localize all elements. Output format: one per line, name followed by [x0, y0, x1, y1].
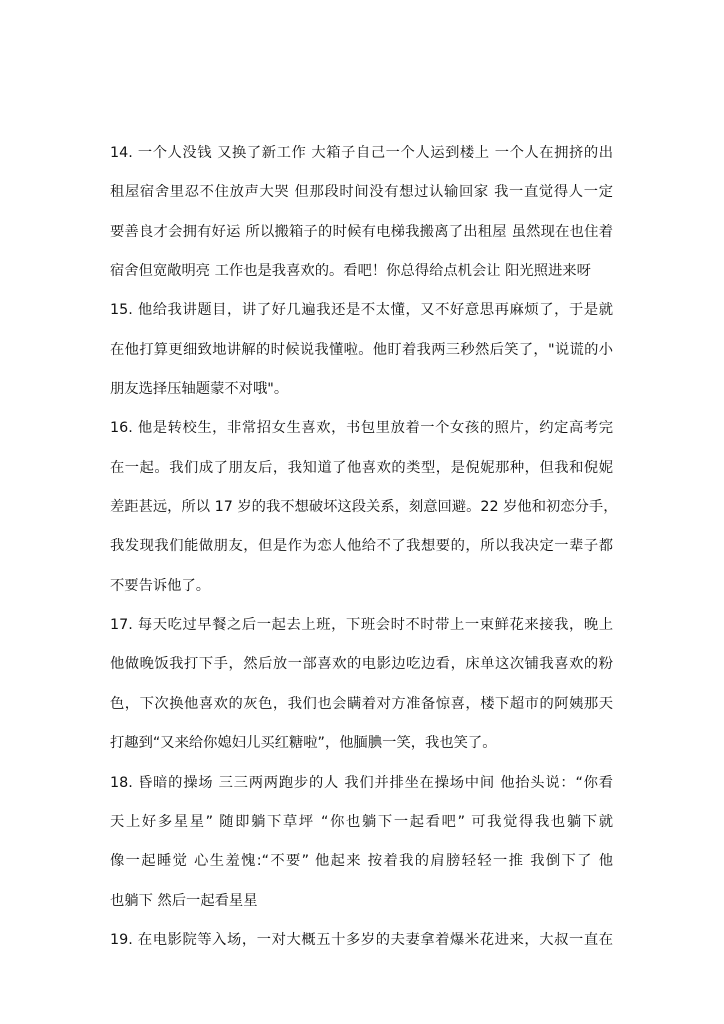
paragraph — [110, 613, 613, 770]
text-line: 15. 他给我讲题目，讲了好几遍我还是不太懂，又不好意思再麻烦了，于是就 — [110, 302, 613, 319]
document-body — [110, 141, 618, 967]
text-line: 宿舍但宽敞明亮 工作也是我喜欢的。看吧！你总得给点机会让 阳光照进来呀 — [110, 263, 591, 280]
text-line: 14. 一个人没钱 又换了新工作 大箱子自己一个人运到楼上 一个人在拥挤的出 — [110, 145, 613, 161]
text-line: 要善良才会拥有好运 所以搬箱子的时候有电梯我搬离了出租屋 虽然现在也住着 — [110, 223, 613, 240]
text-line: 在一起。我们成了朋友后，我知道了他喜欢的类型，是倪妮那种，但我和倪妮 — [110, 459, 613, 476]
paragraph — [110, 298, 613, 416]
text-line: 像一起睡觉 心生羞愧:“不要” 他起来 按着我的肩膀轻轻一推 我倒下了 他 — [110, 853, 613, 870]
text-line: 在他打算更细致地讲解的时候说我懂啦。他盯着我两三秒然后笑了，"说谎的小 — [110, 341, 613, 358]
text-line: 租屋宿舍里忍不住放声大哭 但那段时间没有想过认输回家 我一直觉得人一定 — [110, 184, 613, 201]
text-line: 朋友选择压轴题蒙不对哦"。 — [110, 381, 289, 398]
text-line: 也躺下 然后一起看星星 — [110, 892, 258, 909]
paragraph — [110, 416, 618, 613]
text-line: 19. 在电影院等入场，一对大概五十多岁的夫妻拿着爆米花进来，大叔一直在 — [110, 931, 613, 948]
text-line: 16. 他是转校生，非常招女生喜欢，书包里放着一个女孩的照片，约定高考完 — [110, 420, 613, 437]
text-line: 我发现我们能做朋友，但是作为恋人他给不了我想要的，所以我决定一辈子都 — [110, 538, 613, 555]
text-line: 不要告诉他了。 — [110, 577, 211, 594]
text-line: 18. 昏暗的操场 三三两两跑步的人 我们并排坐在操场中间 他抬头说：“你看 — [110, 774, 613, 791]
text-line: 天上好多星星” 随即躺下草坪 “你也躺下一起看吧” 可我觉得我也躺下就 — [110, 813, 613, 830]
text-line: 17. 每天吃过早餐之后一起去上班，下班会时不时带上一束鲜花来接我，晚上 — [110, 617, 613, 634]
paragraph — [110, 771, 613, 928]
text-line: 打趣到“又来给你媳妇儿买红糖啦”，他腼腆一笑，我也笑了。 — [110, 735, 497, 752]
text-line: 他做晚饭我打下手，然后放一部喜欢的电影边吃边看，床单这次铺我喜欢的粉 — [110, 656, 613, 673]
paragraph — [110, 141, 613, 298]
paragraph — [110, 928, 613, 967]
text-line: 差距甚远，所以 17 岁的我不想破坏这段关系，刻意回避。22 岁他和初恋分手， — [110, 499, 618, 516]
text-line: 色，下次换他喜欢的灰色，我们也会瞒着对方准备惊喜，楼下超市的阿姨那天 — [110, 695, 613, 712]
